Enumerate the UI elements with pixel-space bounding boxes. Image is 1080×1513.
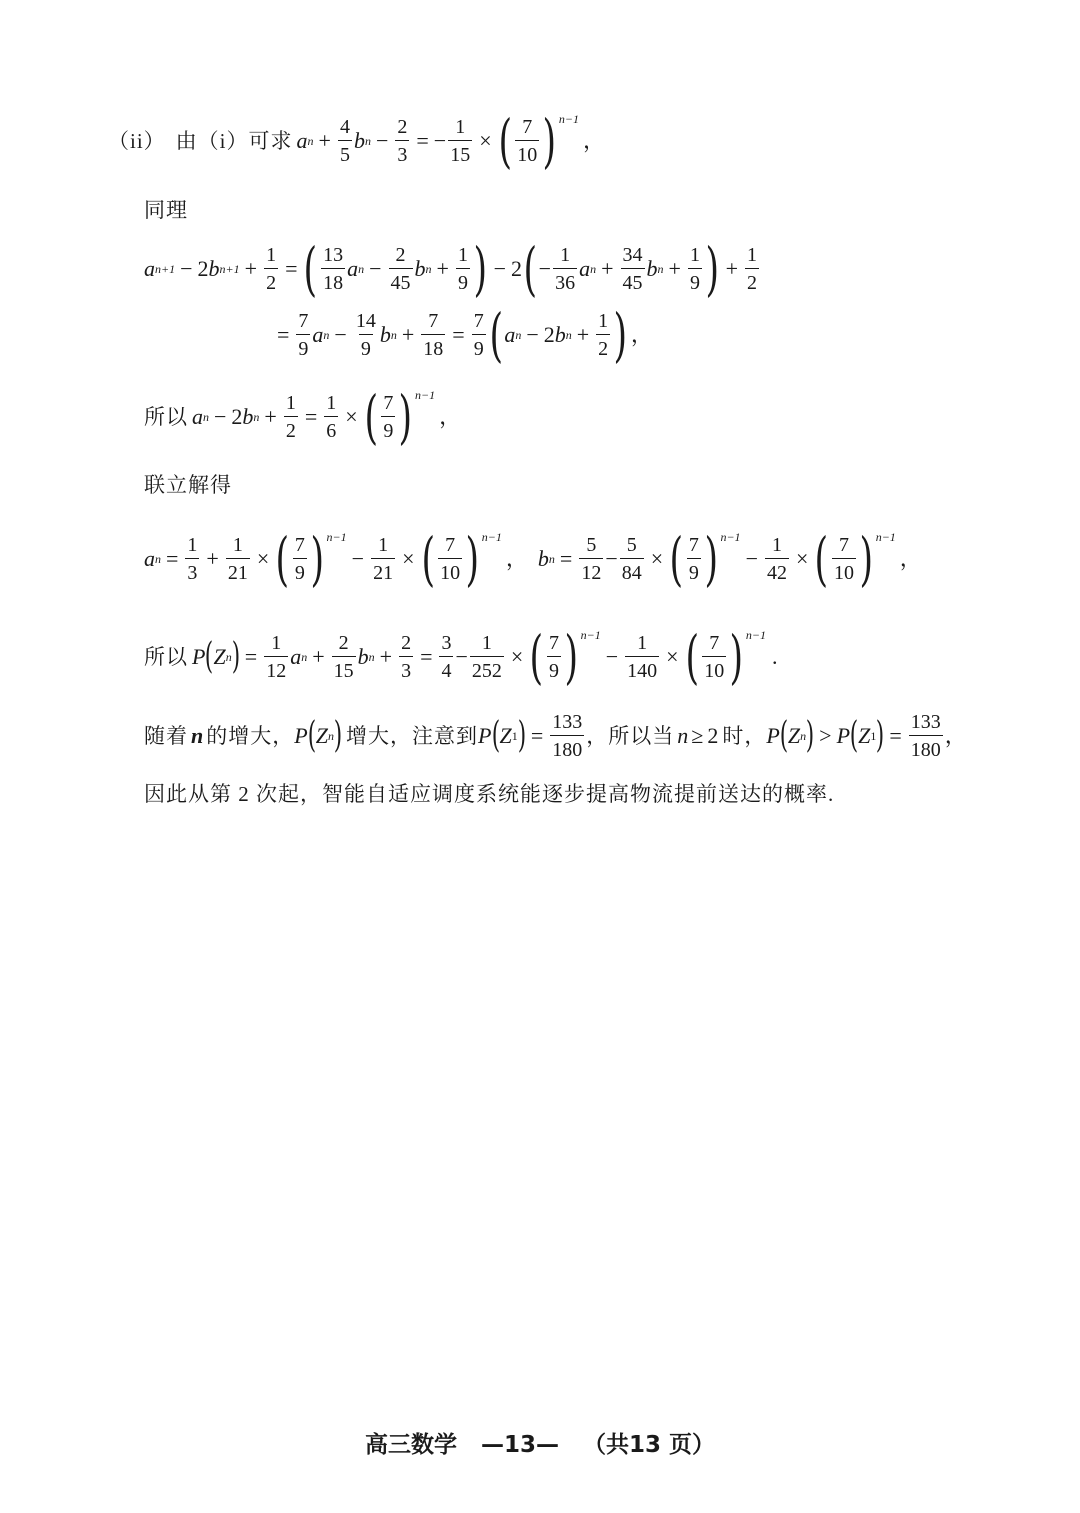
- by-i-text: 由（i）可求: [175, 128, 293, 153]
- tongli-text: 同理: [144, 198, 188, 222]
- suoyi-text: 所以: [144, 404, 188, 429]
- recurrence-line-2: = $\frac{7}{9}$ a n − $\frac{14}{9}$ b n + $\frac{7}{18}$ = $\frac{7}{9}$ ( a n − 2 b n + $\frac{1}{2}$ ) ，: [277, 301, 653, 369]
- footer-page-number: —13—: [480, 1432, 559, 1458]
- line-ii: （ii） 由（i）可求 a n + $\frac{4}{5}$ b n − $\frac{2}{3}$ = − $\frac{1}{15}$ × ( $\frac{7}{10}$ ) n−1 ，: [108, 107, 606, 175]
- probability-line: 所以 P ( Z n ) = $\frac{1}{12}$ a n + $\frac{2}{15}$ b n + $\frac{2}{3}$ = $\frac{3}{4}$ − $\frac{1}{252}$ × ( $\frac{7}{9}$ ) n−1 − $\frac{1}{140}$ × ( $\frac{7}{10}$ ) n−1 .: [144, 623, 778, 691]
- suoyi-line-1: 所以 a n − 2 b n + $\frac{1}{2}$ = $\frac{1}{6}$ × ( $\frac{7}{9}$ ) n−1 ，: [144, 383, 462, 451]
- ii-label: （ii）: [108, 128, 166, 153]
- solution-line: a n = $\frac{1}{3}$ + $\frac{1}{21}$ × ( $\frac{7}{9}$ ) n−1 − $\frac{1}{21}$ × ( $\frac{7}{10}$ ) n−1 ， b n = $\frac{5}{12}$ − $\frac{5}{84}$ × ( $\frac{7}{9}$ ) n−1 − $\frac{1}{42}$ × ( $\frac{7}{10}$ ) n−1 ，: [144, 525, 922, 593]
- footer-subject: 高三数学: [364, 1432, 457, 1458]
- suoyi-text-2: 所以: [144, 644, 188, 669]
- footer-total-pages: （共13 页）: [583, 1432, 716, 1458]
- conclusion-text: 因此从第 2 次起，智能自适应调度系统能逐步提高物流提前送达的概率.: [144, 782, 835, 806]
- recurrence-line-1: a n+1 − 2 b n+1 + $\frac{1}{2}$ = ( $\frac{13}{18}$ a n − $\frac{2}{45}$ b n + $\frac{1}{9}$ ) − 2 ( − $\frac{1}{36}$ a n + $\frac{34}{45}$ b n + $\frac{1}{9}$ ) + $\frac{1}{2}$: [144, 235, 757, 303]
- monotonic-line: 随着 n 的增大， P ( Z n ) 增大，注意到 P ( Z 1 ) = $\frac{133}{180}$ ，所以当 n ≥ 2 时， P ( Z n ) > P ( Z 1 ) = $\frac{133}{180}$ ，: [144, 711, 967, 761]
- page-footer: [0, 1426, 1080, 1459]
- lianli-text: 联立解得: [144, 473, 232, 497]
